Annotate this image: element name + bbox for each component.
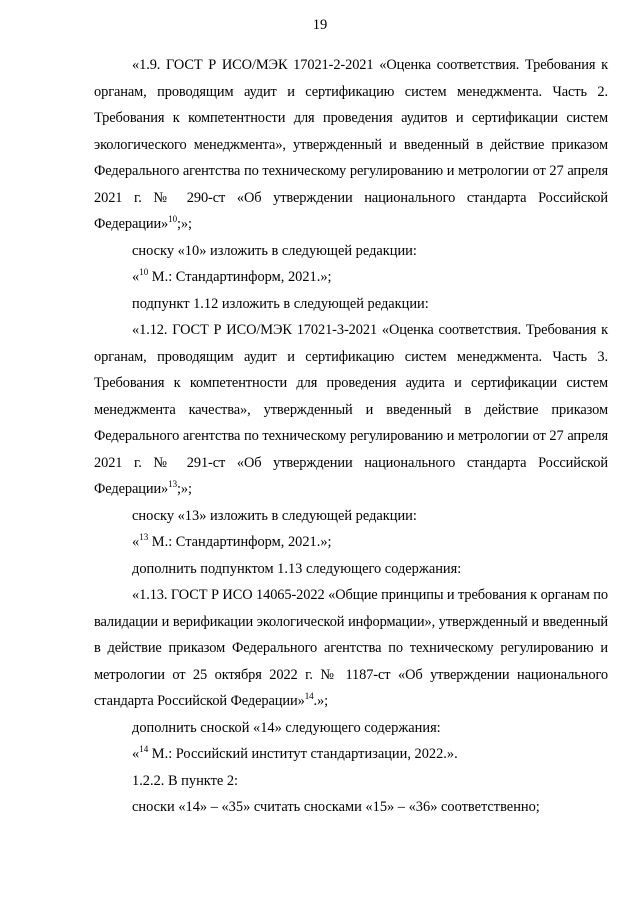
paragraph-item-1-12	[94, 317, 608, 503]
quote-open: «	[132, 269, 140, 285]
footnote-body: М.: Стандартинформ, 2021.»;	[148, 269, 332, 285]
footnote-13-text	[94, 529, 608, 556]
quote-open: «	[132, 534, 140, 550]
instruction-subitem-1-13: дополнить подпунктом 1.13 следующего содержания:	[132, 560, 462, 577]
quote-open: «	[132, 746, 140, 762]
paragraph-text: «1.12. ГОСТ Р ИСО/МЭК 17021-3-2021 «Оценка соответствия. Требования к органам, проводящим аудит и сертификацию систем менеджмента. Часть 3. Требования к компетентности для проведения аудита и сертификации систем менеджмента качества», утвержденный и введенный в действие приказом Федерального агентства по техническому регулированию и метрологии от 27 апреля 2021 г. № 291-ст «Об утверждении национального стандарта Российской Федерации»	[94, 322, 608, 497]
page-number: 19	[312, 17, 328, 33]
footnote-ref: 13	[139, 532, 149, 542]
footnote-ref: 14	[304, 691, 314, 701]
footnote-ref: 14	[139, 744, 149, 754]
paragraph-text: «1.9. ГОСТ Р ИСО/МЭК 17021-2-2021 «Оценка соответствия. Требования к органам, проводящим аудит и сертификацию систем менеджмента. Часть 2. Требования к компетентности для проведения аудитов и сертификации систем экологического менеджмента», утвержденный и введенный в действие приказом Федерального агентства по техническому регулированию и метрологии от 27 апреля 2021 г. № 290-ст «Об утверждении национального стандарта Российской Федерации»	[94, 57, 608, 232]
footnote-ref: 13	[168, 479, 177, 489]
instruction-footnote-10: сноску «10» изложить в следующей редакции:	[132, 242, 417, 259]
footnote-ref: 10	[139, 267, 149, 277]
footnote-ref: 10	[168, 214, 177, 224]
paragraph-item-1-13	[94, 582, 608, 715]
footnote-body: М.: Российский институт стандартизации, 2022.».	[148, 746, 458, 762]
instruction-subitem-1-12: подпункт 1.12 изложить в следующей редакции:	[132, 295, 429, 312]
paragraph-tail: .»;	[313, 693, 328, 709]
instruction-renumber-footnotes: сноски «14» – «35» считать сносками «15» – «36» соответственно;	[132, 799, 540, 815]
footnote-10-text	[94, 264, 608, 291]
footnote-14-text	[94, 741, 608, 768]
instruction-footnote-14: дополнить сноской «14» следующего содержания:	[132, 719, 441, 736]
paragraph-tail: ;»;	[176, 481, 192, 497]
section-1-2-2-heading: 1.2.2. В пункте 2:	[132, 772, 239, 789]
paragraph-text: «1.13. ГОСТ Р ИСО 14065-2022 «Общие принципы и требования к органам по валидации и верификации экологической информации», утвержденный и введенный в действие приказом Федерального агентства по техническому регулированию и метрологии от 25 октября 2022 г. № 1187-ст «Об утверждении национального стандарта Российской Федерации»	[94, 587, 608, 709]
document-body	[94, 52, 608, 821]
footnote-body: М.: Стандартинформ, 2021.»;	[148, 534, 332, 550]
paragraph-tail: ;»;	[176, 216, 192, 232]
instruction-footnote-13: сноску «13» изложить в следующей редакции:	[132, 507, 417, 524]
paragraph-item-1-9	[94, 52, 608, 238]
